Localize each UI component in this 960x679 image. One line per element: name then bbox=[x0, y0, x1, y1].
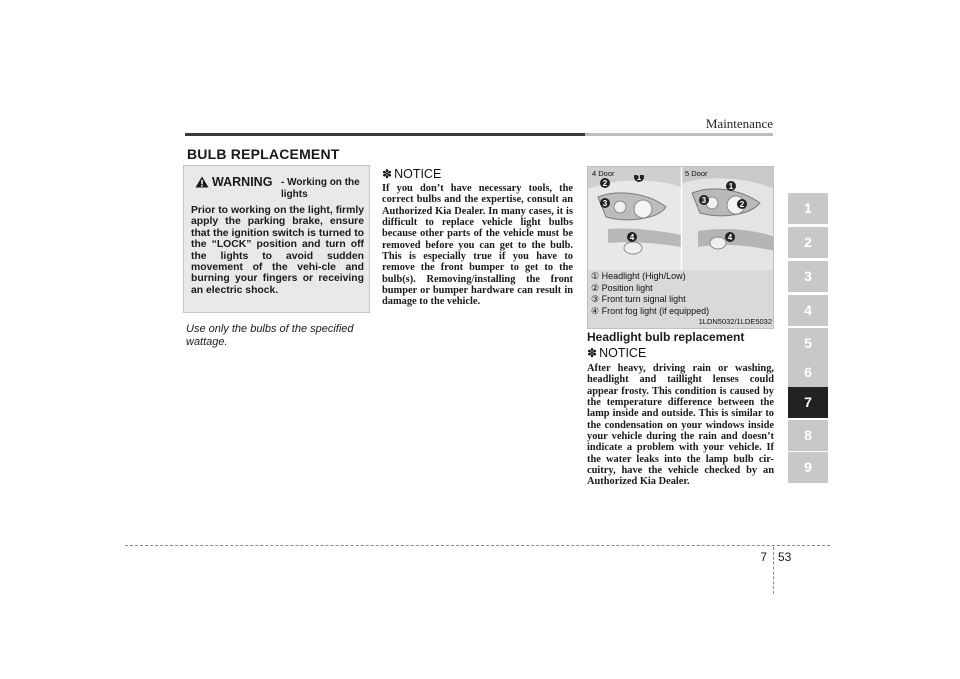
callout-4: 4 bbox=[629, 233, 635, 242]
chapter-tab-8[interactable]: 8 bbox=[788, 420, 828, 451]
section-title: BULB REPLACEMENT bbox=[187, 146, 340, 162]
figure-code: 1LDN5032/1LDE5032 bbox=[698, 317, 772, 326]
chapter-tab-7-active[interactable]: 7 bbox=[788, 387, 828, 418]
chapter-tab-9[interactable]: 9 bbox=[788, 452, 828, 483]
notice-text: After heavy, driving rain or washing, headlight and taillight lenses could appear frosty. This condition is caused by the temperature difference between the lamp inside and outside. This is similar to the condensation on your windows inside your vehicle during the rain and doesn’t indicate a problem with your vehicle. If the water leaks into the lamp bulb cir-cuitry, have the vehicle checked by an Authorized Kia Dealer. bbox=[587, 363, 774, 488]
notice-text: If you don’t have necessary tools, the correct bulbs and the expertise, consult an Authorized Kia Dealer. In many cases, it is difficult to replace vehicle light bulbs because other parts of the vehicle must be removed before you can get to the bulb. This is especially true if you have to remove the front bumper to get to the bulb(s). Removing/installing the front bumper or bumper hardware can result in damage to the vehicle. bbox=[382, 183, 573, 308]
callout-1: 1 bbox=[728, 182, 734, 191]
chapter-tab-5[interactable]: 5 bbox=[788, 328, 828, 359]
chapter-tab-1[interactable]: 1 bbox=[788, 193, 828, 224]
photo-label-4-door: 4 Door bbox=[592, 169, 615, 178]
page-chapter-number: 7 bbox=[760, 550, 767, 564]
figure-callouts bbox=[600, 175, 750, 247]
notice-heading-text: NOTICE bbox=[394, 167, 442, 181]
page-number: 53 bbox=[778, 550, 792, 564]
warning-heading: WARNING bbox=[212, 175, 273, 189]
header-section-title: Maintenance bbox=[705, 116, 773, 131]
callout-2: 2 bbox=[602, 179, 608, 188]
callout-3: 3 bbox=[701, 196, 707, 205]
wattage-note: Use only the bulbs of the specified wattage. bbox=[186, 323, 354, 348]
legend-item: ③ Front turn signal light bbox=[591, 294, 686, 305]
warning-triangle-icon bbox=[195, 176, 209, 188]
footer-rule bbox=[125, 545, 830, 546]
chapter-tab-6[interactable]: 6 bbox=[788, 357, 828, 388]
legend-item: ④ Front fog light (if equipped) bbox=[591, 306, 710, 317]
subsection-title: Headlight bulb replacement bbox=[587, 330, 745, 344]
photo-label-5-door: 5 Door bbox=[685, 169, 708, 178]
callout-2: 2 bbox=[739, 200, 745, 209]
header-rule-accent bbox=[585, 133, 773, 136]
notice-mark: ✽ bbox=[382, 167, 393, 181]
callout-3: 3 bbox=[602, 199, 608, 208]
page-number-divider bbox=[773, 547, 774, 594]
notice-heading bbox=[587, 346, 646, 360]
figure-legend bbox=[591, 271, 771, 318]
notice-heading-text: NOTICE bbox=[599, 346, 647, 360]
legend-item: ① Headlight (High/Low) bbox=[591, 271, 686, 281]
chapter-tab-3[interactable]: 3 bbox=[788, 261, 828, 292]
callout-1: 1 bbox=[636, 175, 642, 182]
notice-heading bbox=[382, 167, 441, 181]
legend-item: ② Position light bbox=[591, 282, 653, 293]
notice-mark: ✽ bbox=[587, 346, 598, 360]
warning-subtitle: - Working on the lights bbox=[281, 177, 360, 200]
chapter-tab-4[interactable]: 4 bbox=[788, 295, 828, 326]
header-rule bbox=[185, 133, 585, 136]
warning-text: Prior to working on the light, firmly apply the parking brake, ensure that the ignition switch is turned to the “LOCK” position and turn off the lights to avoid sudden movement of the vehi-cle and burning your fingers or receiving an electric shock. bbox=[191, 205, 364, 296]
chapter-tab-2[interactable]: 2 bbox=[788, 227, 828, 258]
callout-4: 4 bbox=[727, 233, 733, 242]
